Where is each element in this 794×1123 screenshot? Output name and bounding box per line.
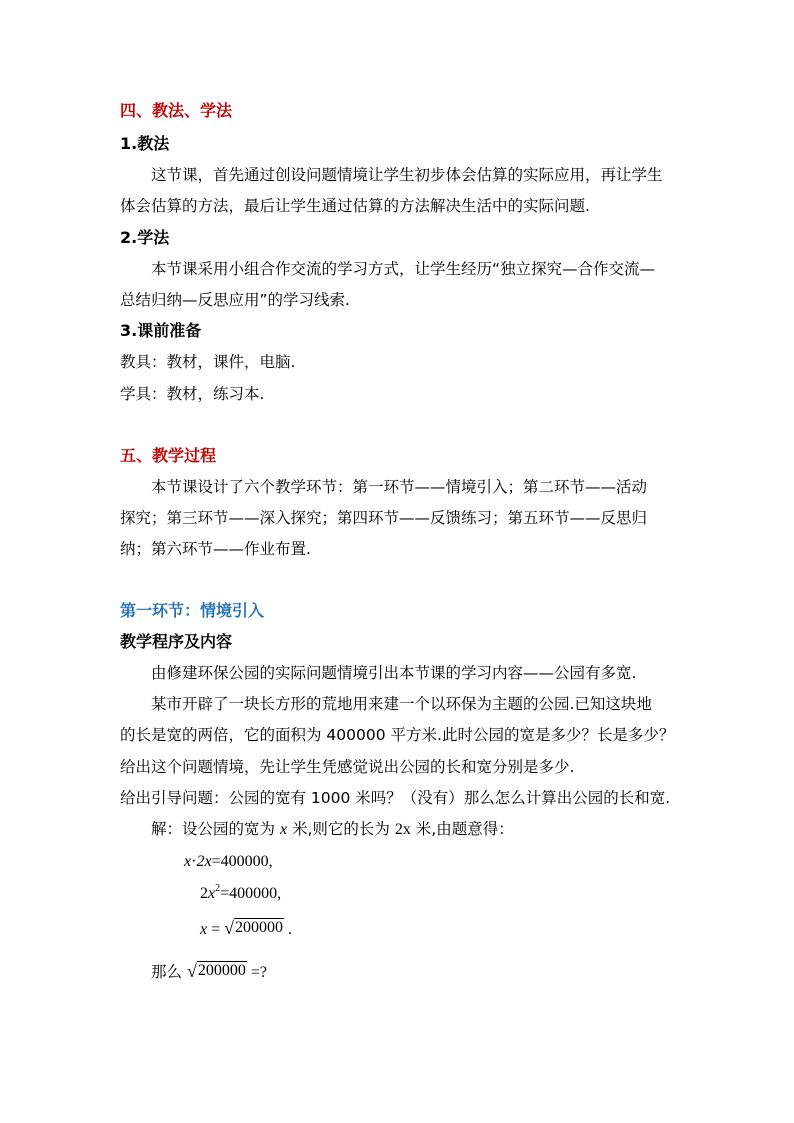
- question-line: [151, 961, 267, 983]
- expression-2x: 2x: [394, 821, 411, 838]
- eq2-var: x: [208, 885, 216, 902]
- eq2-exponent: 2: [215, 883, 221, 894]
- solution-text: 米,则它的长为: [287, 820, 395, 838]
- question-prefix: 那么: [151, 963, 187, 981]
- question-suffix: =?: [246, 964, 267, 981]
- eq1-2x: 2x: [196, 853, 212, 870]
- radicand: 200000: [197, 962, 246, 979]
- eq1-rhs: =400000,: [211, 853, 273, 870]
- paragraph-line: 探究；第三环节——深入探究；第四环节——反馈练习；第五环节——反思归: [120, 509, 648, 527]
- subheading-preparation: 3.课前准备: [120, 321, 202, 340]
- equation-2: [200, 884, 281, 906]
- paragraph-line: 给出引导问题：公园的宽有 1000 米吗？（没有）那么怎么计算出公园的长和宽.: [120, 789, 671, 807]
- square-root: [224, 918, 284, 937]
- eq2-coef: 2: [200, 885, 208, 902]
- solution-line: [151, 819, 514, 840]
- subheading-learning-method: 2.学法: [120, 228, 170, 247]
- eq3-lhs: x: [200, 921, 208, 938]
- paragraph-line: 某市开辟了一块长方形的荒地用来建一个以环保为主题的公园.已知这块地: [151, 695, 652, 713]
- teacher-materials: 教具：教材，课件，电脑.: [120, 353, 296, 371]
- eq3-end: .: [284, 921, 293, 938]
- eq2-rhs: =400000,: [220, 885, 282, 902]
- equation-3: [200, 918, 292, 940]
- eq1-dot: ·: [191, 853, 197, 870]
- stage-heading-situation: 第一环节：情境引入: [120, 601, 265, 620]
- eq1-x: x: [184, 853, 192, 870]
- paragraph-line: 体会估算的方法，最后让学生通过估算的方法解决生活中的实际问题.: [120, 197, 590, 215]
- subheading-teaching-method: 1.教法: [120, 134, 170, 153]
- paragraph-line: 由修建环保公园的实际问题情境引出本节课的学习内容——公园有多宽.: [151, 664, 637, 682]
- solution-text: 解：设公园的宽为: [151, 820, 280, 838]
- paragraph-line: 这节课，首先通过创设问题情境让学生初步体会估算的实际应用，再让学生: [151, 166, 663, 184]
- paragraph-line: 本节课采用小组合作交流的学习方式，让学生经历“独立探究—合作交流—: [151, 260, 656, 278]
- radical-sign: √: [186, 961, 197, 981]
- eq3-equals: =: [207, 921, 225, 938]
- radicand: 200000: [235, 919, 284, 936]
- radical-sign: √: [224, 918, 235, 938]
- solution-text: 米,由题意得：: [410, 820, 514, 838]
- paragraph-line: 的长是宽的两倍，它的面积为 400000 平方米.此时公园的宽是多少？长是多少？: [120, 726, 675, 744]
- variable-x: x: [279, 821, 288, 838]
- subheading-procedure: 教学程序及内容: [120, 632, 233, 651]
- equation-1: [184, 852, 273, 872]
- section-heading-teaching-methods: 四、教法、学法: [120, 101, 233, 120]
- paragraph-line: 给出这个问题情境，先让学生凭感觉说出公园的长和宽分别是多少.: [120, 758, 575, 776]
- section-heading-teaching-process: 五、教学过程: [120, 446, 217, 465]
- paragraph-line: 本节课设计了六个教学环节：第一环节——情境引入；第二环节——活动: [151, 478, 648, 496]
- student-materials: 学具：教材，练习本.: [120, 385, 265, 403]
- paragraph-line: 总结归纳—反思应用”的学习线索.: [120, 291, 350, 309]
- paragraph-line: 纳；第六环节——作业布置.: [120, 540, 311, 558]
- square-root: [187, 961, 247, 980]
